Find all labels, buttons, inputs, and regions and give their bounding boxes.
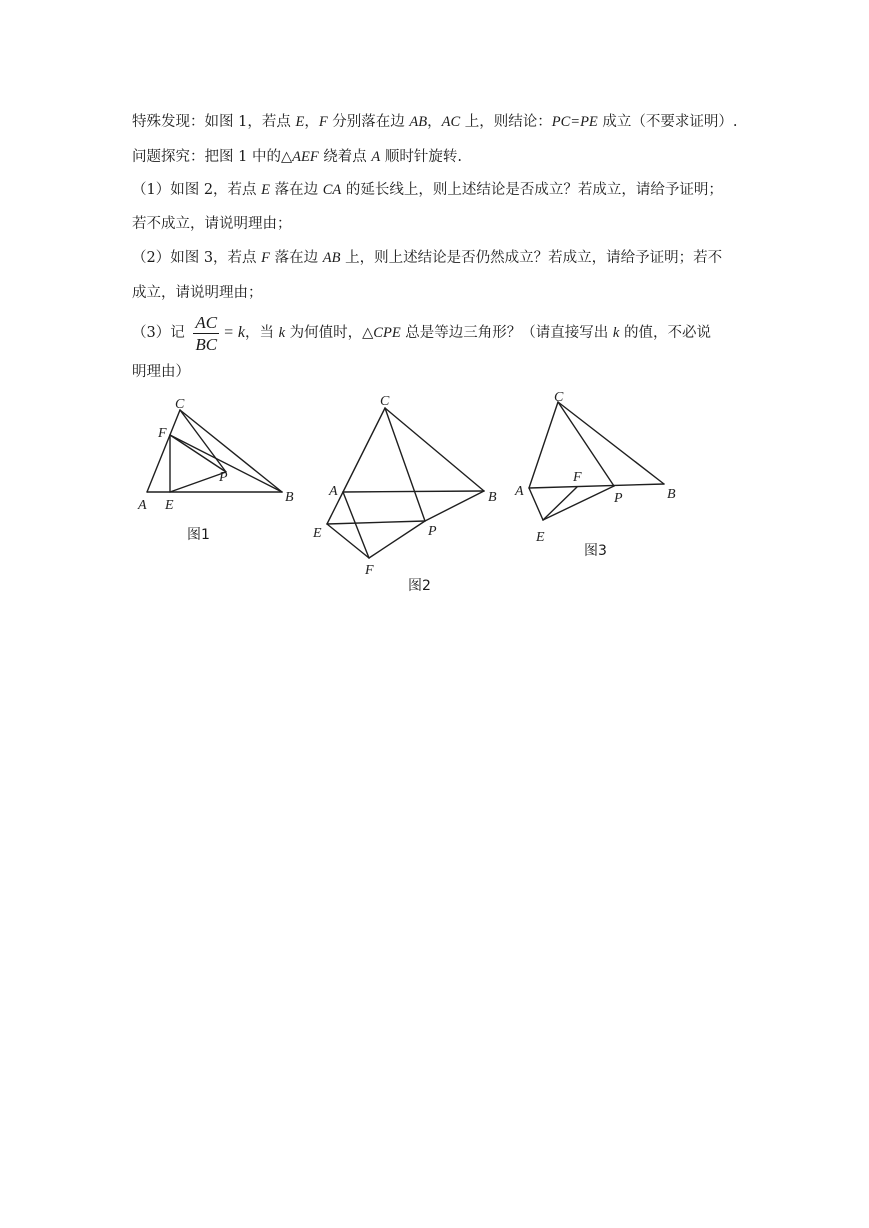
paragraph-special-discovery — [132, 112, 738, 132]
segment-FP — [369, 521, 425, 558]
fraction-numerator: AC — [195, 312, 218, 332]
var: CA — [322, 182, 342, 198]
label-C: C — [175, 397, 185, 412]
label-E: E — [165, 498, 174, 513]
label-B: B — [667, 487, 676, 502]
label-P: P — [219, 470, 228, 485]
text: 的值，不必说 — [619, 325, 711, 341]
paragraph-problem-exploration — [132, 147, 462, 167]
segment-EP — [327, 521, 425, 524]
text: 上，则上述结论是否仍然成立？若成立，请给予证明；若不 — [340, 250, 723, 266]
var: E — [261, 182, 271, 198]
question-1-line-2 — [132, 214, 292, 234]
label-P: P — [614, 491, 623, 506]
text: 明理由） — [132, 364, 190, 380]
text: （1）如图 2，若点 — [132, 182, 262, 198]
label-F: F — [365, 563, 374, 578]
var: F — [261, 250, 271, 266]
figure-3-caption: 图3 — [584, 543, 607, 559]
label-B: B — [488, 490, 497, 505]
label-B: B — [285, 490, 294, 505]
label-F: F — [573, 470, 582, 485]
var: CPE — [373, 325, 401, 341]
var: AB — [409, 114, 428, 130]
var: k — [278, 325, 286, 341]
text: 成立，请说明理由； — [132, 285, 263, 301]
figure-1-caption: 图1 — [187, 527, 210, 543]
figure-3-diagram — [510, 382, 685, 557]
var: AC — [441, 114, 461, 130]
text: ， — [304, 114, 319, 130]
label-P: P — [428, 524, 437, 539]
segment-EP — [170, 472, 226, 492]
segment-BP — [425, 491, 484, 521]
var: E — [295, 114, 305, 130]
question-1-line-1 — [132, 180, 723, 200]
segment-AB — [529, 484, 664, 488]
segment-EF — [543, 487, 577, 520]
equals-k: = k — [223, 324, 245, 341]
text: （2）如图 3，若点 — [132, 250, 262, 266]
text: 问题探究：把图 1 中的△ — [132, 149, 293, 165]
label-C: C — [380, 394, 390, 409]
segment-CP — [558, 402, 614, 486]
question-3-line-1 — [132, 310, 711, 356]
var: A — [371, 149, 381, 165]
var: AB — [322, 250, 341, 266]
var: F — [318, 114, 328, 130]
text: 落在边 — [270, 182, 323, 198]
segment-AC — [147, 410, 180, 492]
text: ， — [427, 114, 442, 130]
text: 特殊发现：如图 1，若点 — [132, 114, 296, 130]
label-A: A — [329, 484, 338, 499]
fraction-denominator: BC — [195, 334, 218, 354]
label-A: A — [515, 484, 524, 499]
figure-2-diagram — [305, 388, 510, 580]
var: k — [612, 325, 620, 341]
segment-EP — [543, 486, 614, 520]
segment-CA — [343, 408, 385, 492]
question-2-line-1 — [132, 248, 722, 268]
label-A: A — [138, 498, 147, 513]
figure-2-caption: 图2 — [408, 578, 431, 594]
text: （3）记 — [132, 325, 190, 341]
fraction-ac-over-bc — [193, 312, 219, 355]
segment-CA — [529, 402, 558, 488]
segment-AE — [529, 488, 543, 520]
text: 绕着点 — [318, 149, 372, 165]
text: 成立（不要求证明）. — [597, 114, 738, 130]
segment-AB — [343, 491, 484, 492]
text: 的延长线上，则上述结论是否成立？若成立，请给予证明； — [341, 182, 723, 198]
figure-1-diagram — [130, 390, 310, 520]
claim: PC=PE — [551, 114, 598, 130]
label-C: C — [554, 390, 564, 405]
text: 顺时针旋转. — [380, 149, 462, 165]
question-2-line-2 — [132, 283, 263, 303]
text: 分别落在边 — [327, 114, 410, 130]
var: AEF — [292, 149, 319, 165]
label-E: E — [313, 526, 322, 541]
label-F: F — [158, 426, 167, 441]
label-E: E — [536, 530, 545, 545]
text: 总是等边三角形？（请直接写出 — [400, 325, 613, 341]
text: 落在边 — [270, 250, 323, 266]
question-3-line-2 — [132, 362, 190, 382]
text: ，当 — [244, 325, 279, 341]
text: 若不成立，请说明理由； — [132, 216, 292, 232]
text: 上，则结论： — [460, 114, 552, 130]
text: 为何值时，△ — [285, 325, 374, 341]
